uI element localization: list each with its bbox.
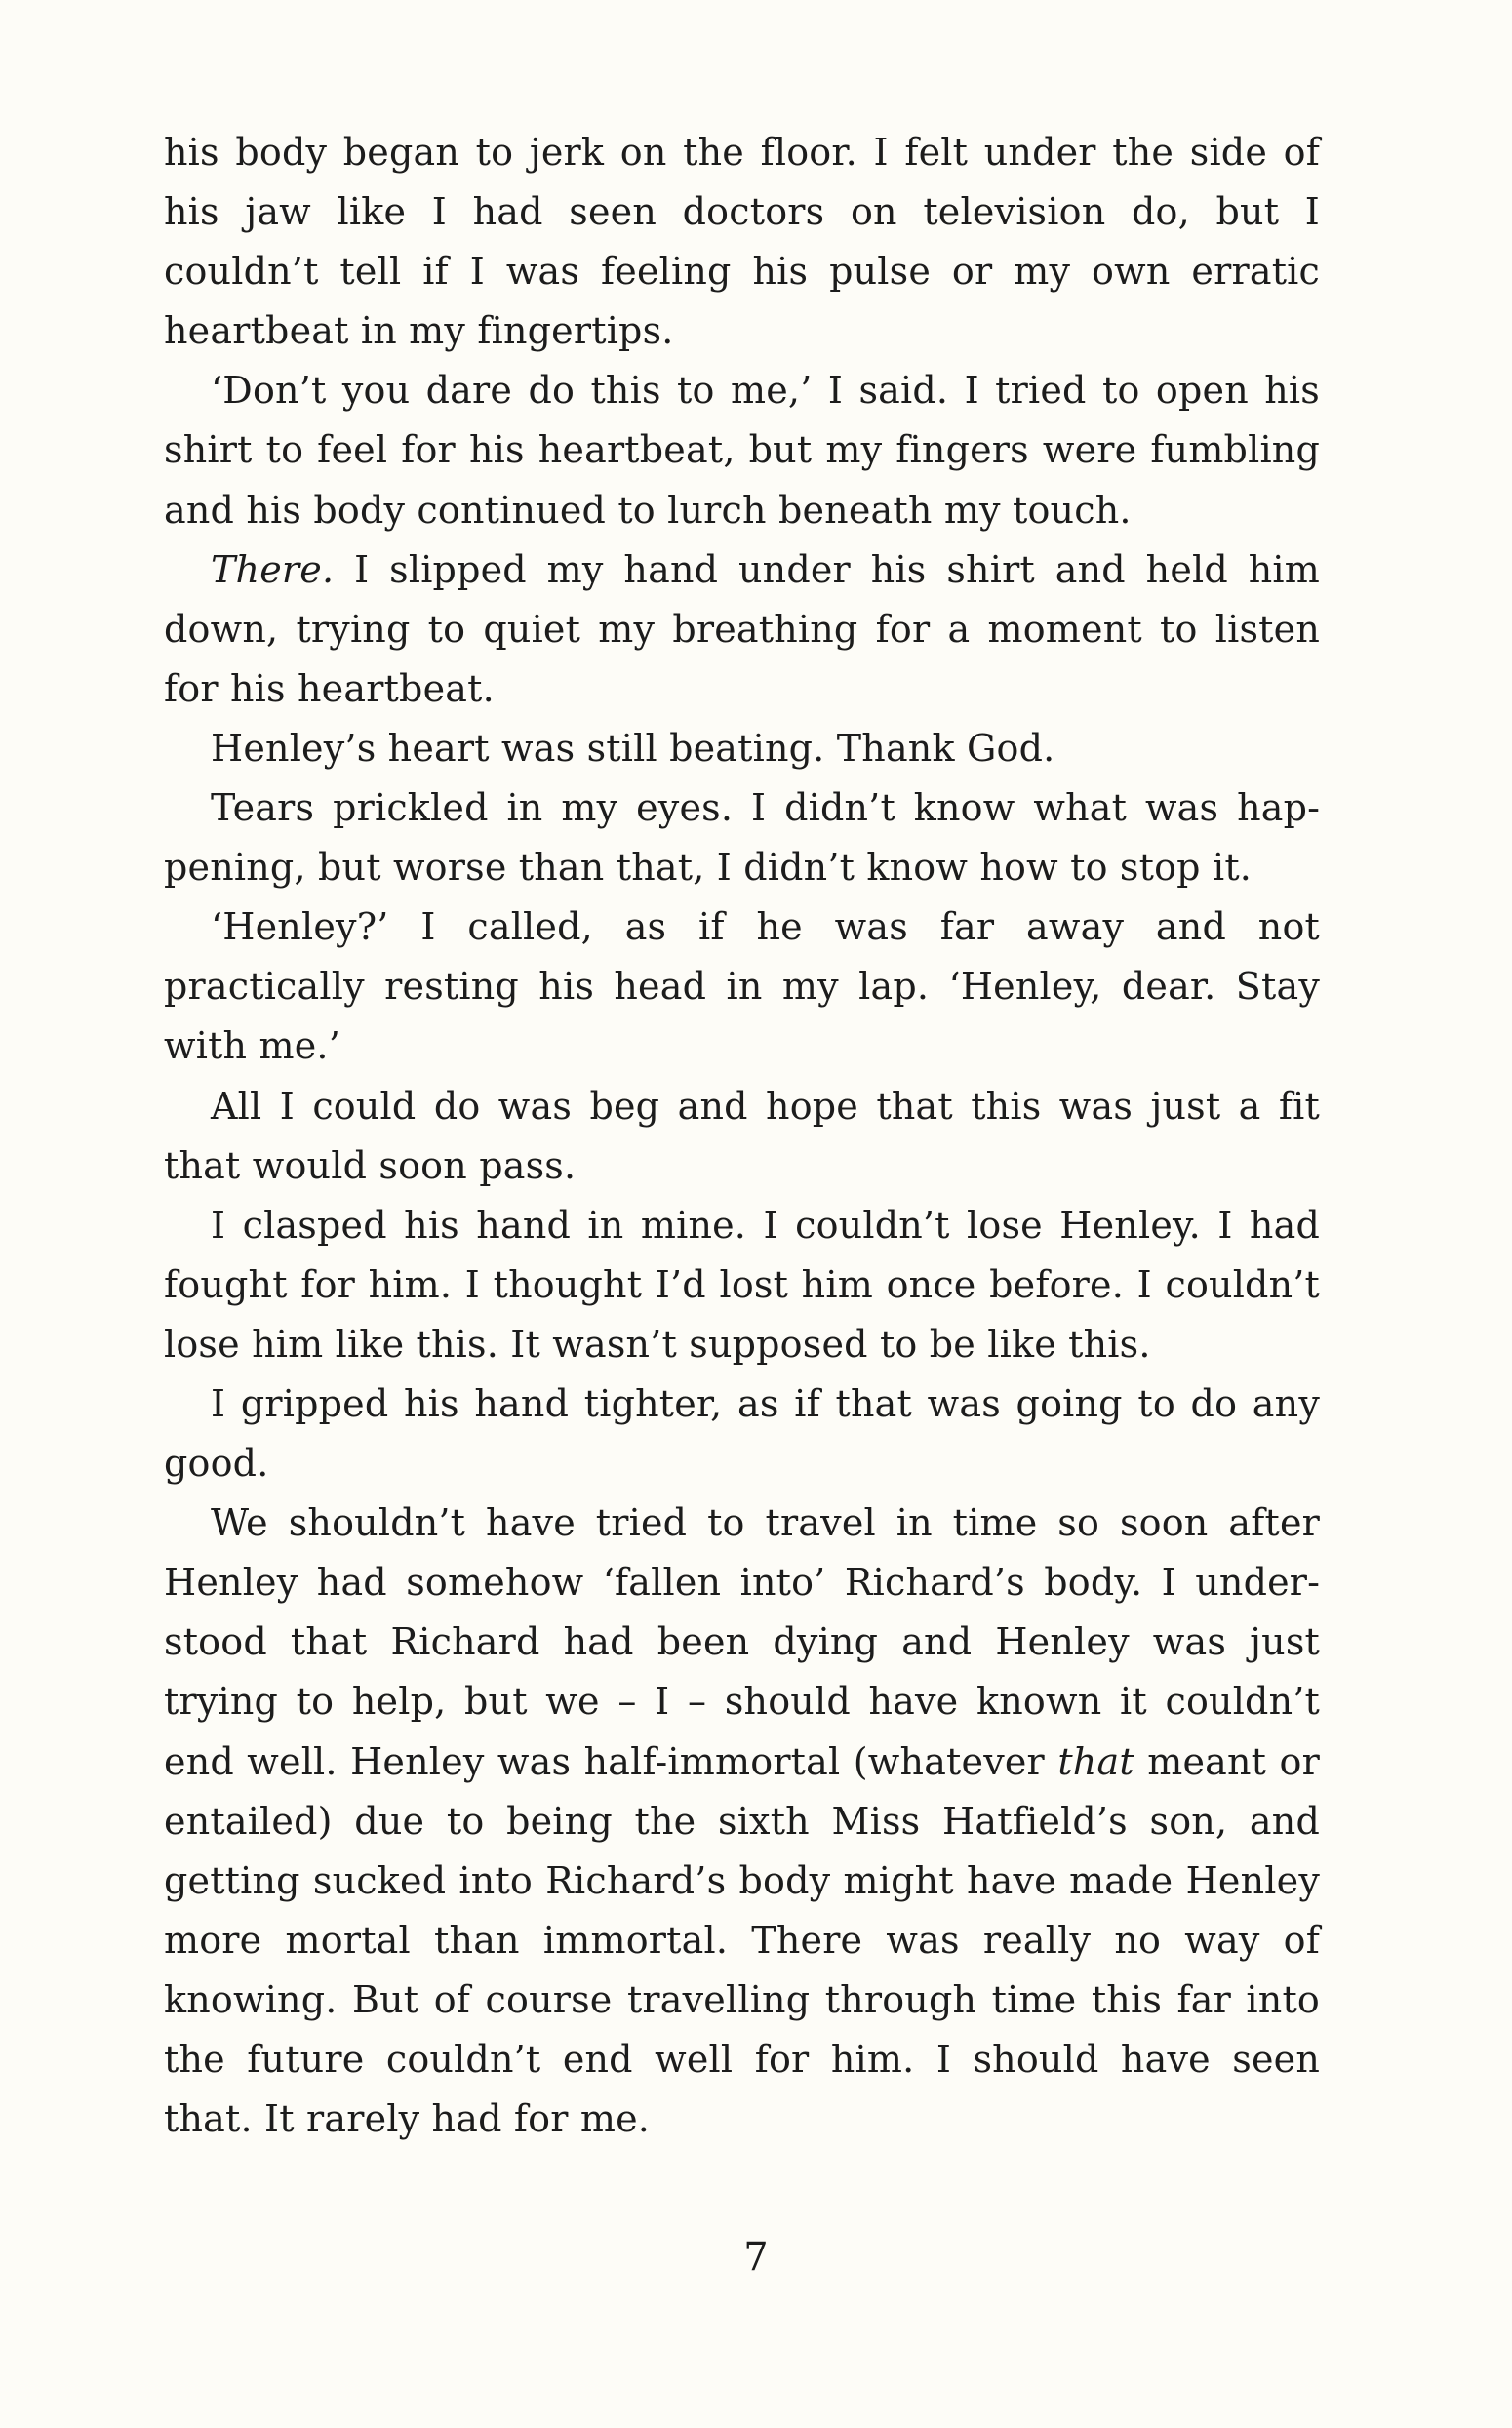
paragraph-3: There. I slipped my hand under his shirt and held him down, trying to quiet my breathing for a moment to listen for his heartbeat. (164, 547, 1320, 710)
paragraph-8: I clasped his hand in mine. I couldn’t lose Henley. I had fought for him. I thought I’d lost him once before. I couldn’t lose him like this. It wasn’t supposed to be like this. (164, 1203, 1320, 1366)
paragraph-5: Tears prickled in my eyes. I didn’t know what was happening, but worse than that, I didn’t know how to stop it. (164, 786, 1320, 890)
body-text (164, 123, 1320, 2149)
paragraph-4: Henley’s heart was still beating. Thank God. (211, 726, 1055, 770)
paragraph-9: I gripped his hand tighter, as if that was going to do any good. (164, 1381, 1320, 1486)
paragraph-1: his body began to jerk on the floor. I felt under the side of his jaw like I had seen doctors on television do, but I couldn’t tell if I was feeling his pulse or my own erratic heartbeat in my fingertips. (164, 131, 1320, 353)
page-number: 7 (743, 2235, 769, 2280)
emphasis-that: that (1057, 1739, 1134, 1783)
paragraph-7: All I could do was beg and hope that this was just a fit that would soon pass. (164, 1084, 1320, 1187)
paragraph-2: ‘Don’t you dare do this to me,’ I said. I tried to open his shirt to feel for his heartbeat, but my fingers were fumbling and his body continued to lurch beneath my touch. (164, 369, 1320, 532)
emphasis-there: There. (211, 547, 335, 591)
paragraph-10: We shouldn’t have tried to travel in time so soon after Henley had somehow ‘fallen into’ Richard’s body. I understood that Richard had been dying and Henley was just trying to help, but we – I – should have known it couldn’t end well. Henley was half-immortal (whatever that meant or entailed) due to being the sixth Miss Hatfield’s son, and getting sucked into Richard’s body might have made Henley more mortal than immortal. There was really no way of knowing. But of course travelling through time this far into the future couldn’t end well for him. I should have seen that. It rarely had for me. (164, 1501, 1320, 2141)
paragraph-6: ‘Henley?’ I called, as if he was far away and not practically resting his head in my lap. ‘Henley, dear. Stay with me.’ (164, 905, 1320, 1068)
